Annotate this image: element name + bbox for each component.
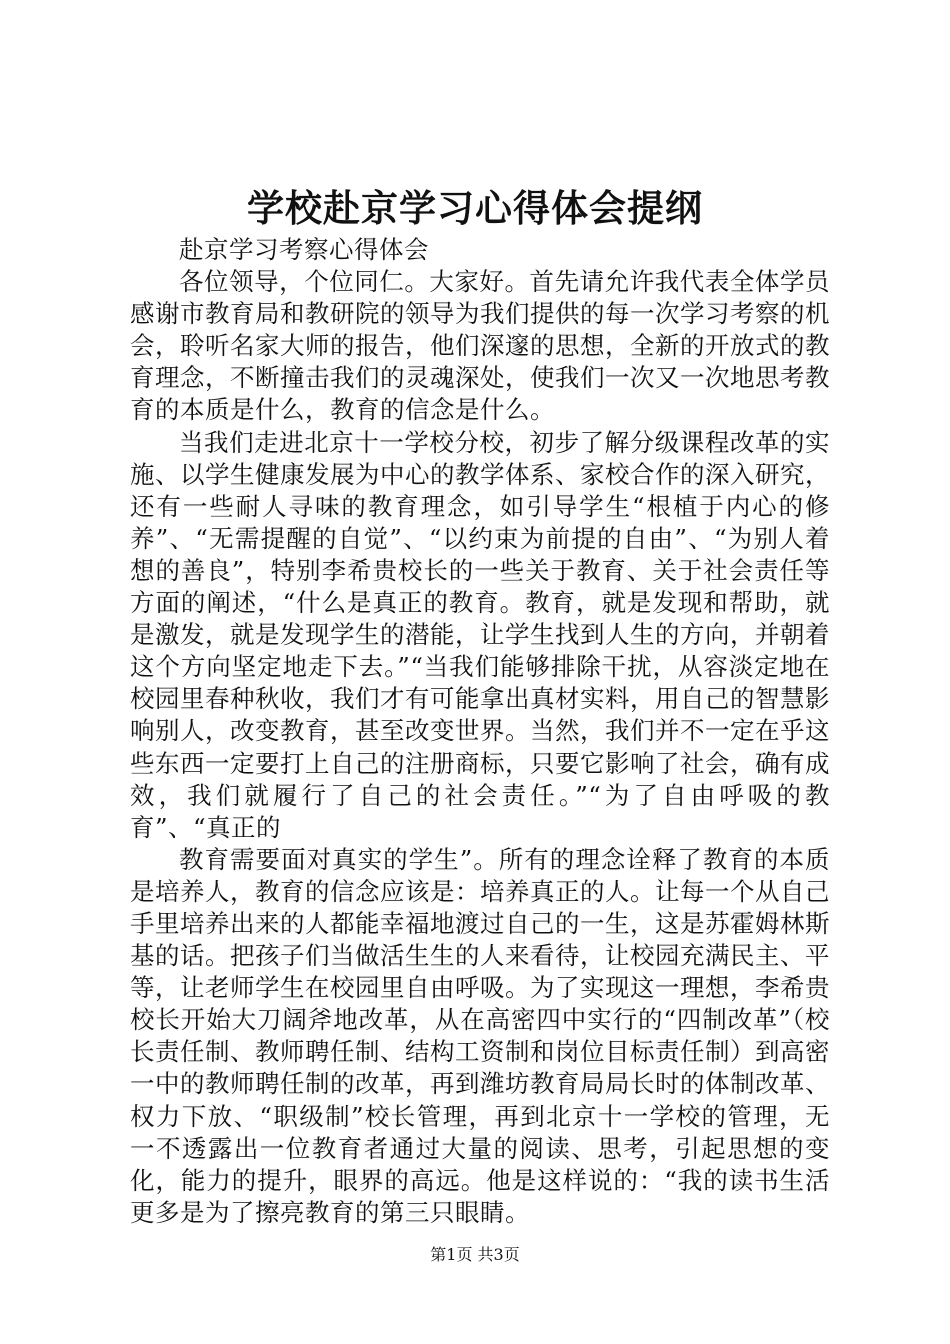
page-footer: 第1页 共3页 — [430, 1245, 520, 1264]
paragraph-2: 当我们走进北京十一学校分校，初步了解分级课程改革的实施、以学生健康发展为中心的教学体系、家校合作的深入研究，还有一些耐人寻味的教育理念，如引导学生“根植于内心的修养”、“无需提醒的自觉”、“以约束为前提的自由”、“为别人着想的善良”，特别李希贵校长的一些关于教育、关于社会责任等方面的阐述，“什么是真正的教育。教育，就是发现和帮助，就是激发，就是发现学生的潜能，让学生找到人生的方向，并朝着这个方向坚定地走下去。”“当我们能够排除干扰，从容淡定地在校园里春种秋收，我们才有可能拿出真材实料，用自己的智慧影响别人，改变教育，甚至改变世界。当然，我们并不一定在乎这些东西一定要打上自己的注册商标，只要它影响了社会，确有成效，我们就履行了自己的社会责任。”“为了自由呼吸的教育”、“真正的 — [130, 427, 830, 842]
paragraph-1: 各位领导，个位同仁。大家好。首先请允许我代表全体学员感谢市教育局和教研院的领导为我们提供的每一次学习考察的机会，聆听名家大师的报告，他们深邃的思想，全新的开放式的教育理念，不断撞击我们的灵魂深处，使我们一次又一次地思考教育的本质是什么，教育的信念是什么。 — [130, 267, 830, 425]
document-body — [130, 234, 830, 1229]
paragraph-subtitle: 赴京学习考察心得体会 — [179, 235, 429, 264]
paragraph-3: 教育需要面对真实的学生”。所有的理念诠释了教育的本质是培养人，教育的信念应该是：培养真正的人。让每一个从自己手里培养出来的人都能幸福地渡过自己的一生，这是苏霍姆林斯基的话。把孩子们当做活生生的人来看待，让校园充满民主、平等，让老师学生在校园里自由呼吸。为了实现这一理想，李希贵校长开始大刀阔斧地改革，从在高密四中实行的“四制改革”（校长责任制、教师聘任制、结构工资制和岗位目标责任制）到高密一中的教师聘任制的改革，再到潍坊教育局局长时的体制改革、权力下放、“职级制”校长管理，再到北京十一学校的管理，无一不透露出一位教育者通过大量的阅读、思考，引起思想的变化，能力的提升，眼界的高远。他是这样说的：“我的读书生活更多是为了擦亮教育的第三只眼睛。 — [130, 844, 830, 1227]
document-title: 学校赴京学习心得体会提纲 — [247, 186, 703, 230]
